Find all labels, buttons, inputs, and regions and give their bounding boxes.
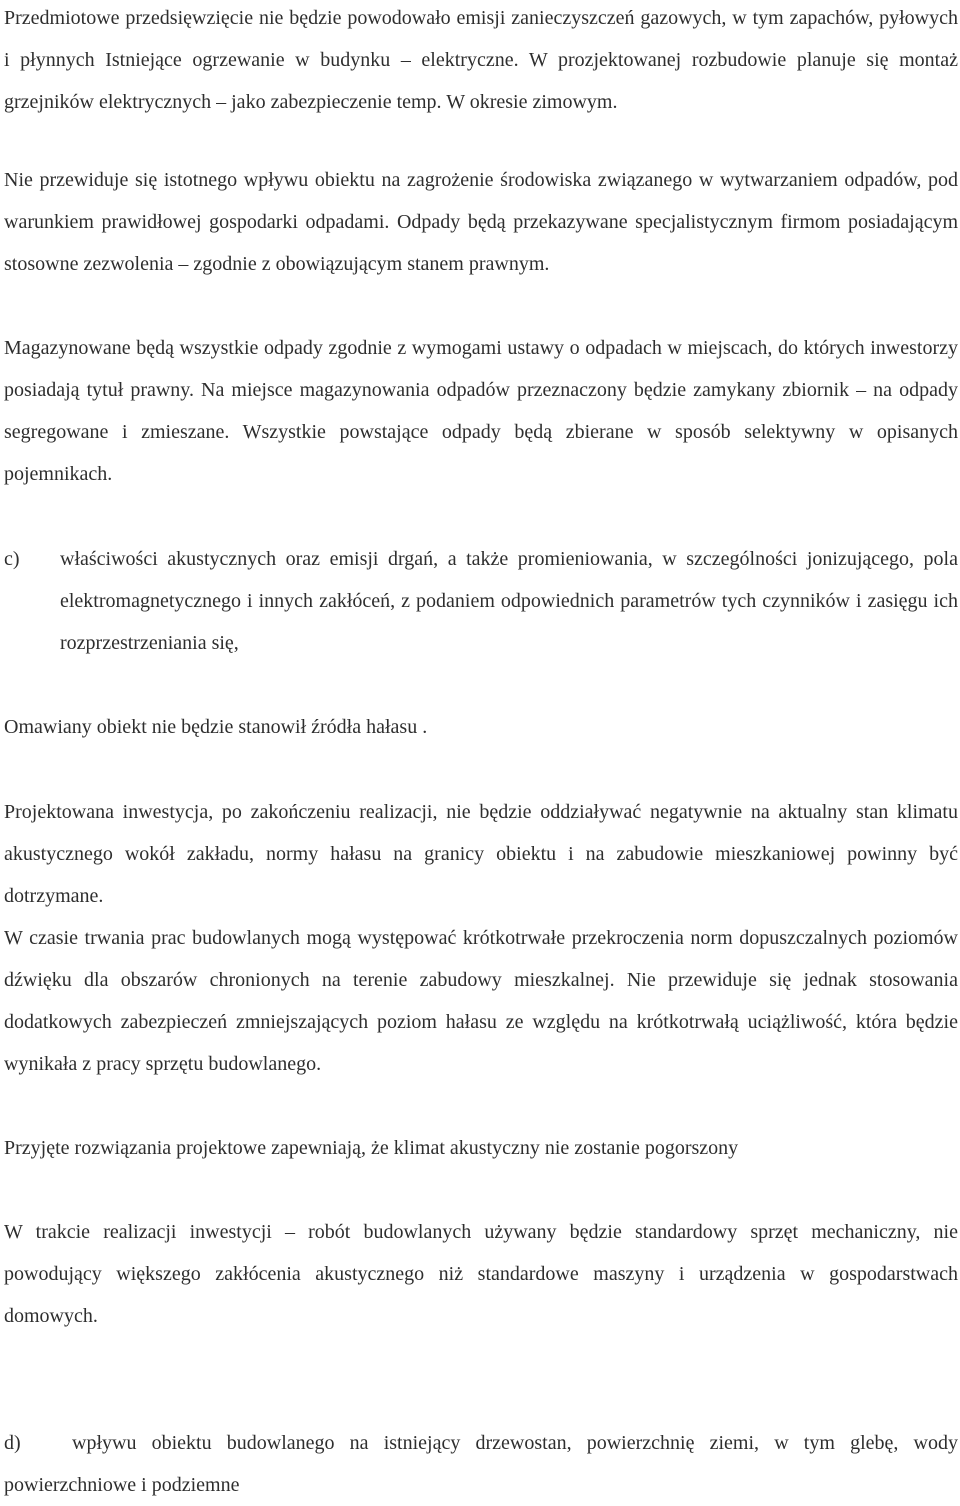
list-item-d (4, 1422, 958, 1506)
list-item-c (4, 538, 958, 664)
paragraph-acoustic-climate: Projektowana inwestycja, po zakończeniu realizacji, nie będzie oddziaływać negatywnie na aktualny stan klimatu akustycznego wokół zakładu, normy hałasu na granicy obiektu i na zabudowie mieszkaniowej powinny być dotrzymane. (4, 801, 958, 907)
paragraph-design-solutions: Przyjęte rozwiązania projektowe zapewniają, że klimat akustyczny nie zostanie pogorszony (4, 1137, 739, 1159)
paragraph-emissions: Przedmiotowe przedsięwzięcie nie będzie powodowało emisji zanieczyszczeń gazowych, w tym zapachów, pyłowych i płynnych Istniejące ogrzewanie w budynku – elektryczne. W prozjektowanej rozbudowie planuje się montaż grzejników elektrycznych – jako zabezpieczenie temp. W okresie zimowym. (4, 7, 958, 113)
paragraph-waste-impact: Nie przewiduje się istotnego wpływu obiektu na zagrożenie środowiska związanego w wytwarzaniem odpadów, pod warunkiem prawidłowej gospodarki odpadami. Odpady będą przekazywane specjalistycznym firmom posiadającym stosowne zezwolenia – zgodnie z obowiązującym stanem prawnym. (4, 169, 958, 275)
list-item-d-text: wpływu obiektu budowlanego na istniejący drzewostan, powierzchnię ziemi, w tym glebę, wody powierzchniowe i podziemne (4, 1432, 958, 1496)
paragraph-noise-source: Omawiany obiekt nie będzie stanowił źródła hałasu . (4, 716, 428, 738)
list-marker-c: c) (4, 548, 20, 570)
paragraph-construction-noise: W czasie trwania prac budowlanych mogą występować krótkotrwałe przekroczenia norm dopuszczalnych poziomów dźwięku dla obszarów chronionych na terenie zabudowy mieszkalnej. Nie przewiduje się jednak stosowania dodatkowych zabezpieczeń zmniejszających poziom hałasu ze względu na krótkotrwałą uciążliwość, która będzie wynikała z pracy sprzętu budowlanego. (4, 927, 958, 1075)
list-item-c-text: właściwości akustycznych oraz emisji drgań, a także promieniowania, w szczególności jonizującego, pola elektromagnetycznego i innych zakłóceń, z podaniem odpowiednich parametrów tych czynników i zasięgu ich rozprzestrzeniania się, (60, 548, 958, 654)
paragraph-equipment: W trakcie realizacji inwestycji – robót budowlanych używany będzie standardowy sprzęt mechaniczny, nie powodujący większego zakłócenia akustycznego niż standardowe maszyny i urządzenia w gospodarstwach domowych. (4, 1221, 958, 1327)
list-marker-d: d) (4, 1432, 21, 1454)
paragraph-waste-storage: Magazynowane będą wszystkie odpady zgodnie z wymogami ustawy o odpadach w miejscach, do których inwestorzy posiadają tytuł prawny. Na miejsce magazynowania odpadów przeznaczony będzie zamykany zbiornik – na odpady segregowane i zmieszane. Wszystkie powstające odpady będą zbierane w sposób selektywny w opisanych pojemnikach. (4, 337, 958, 485)
